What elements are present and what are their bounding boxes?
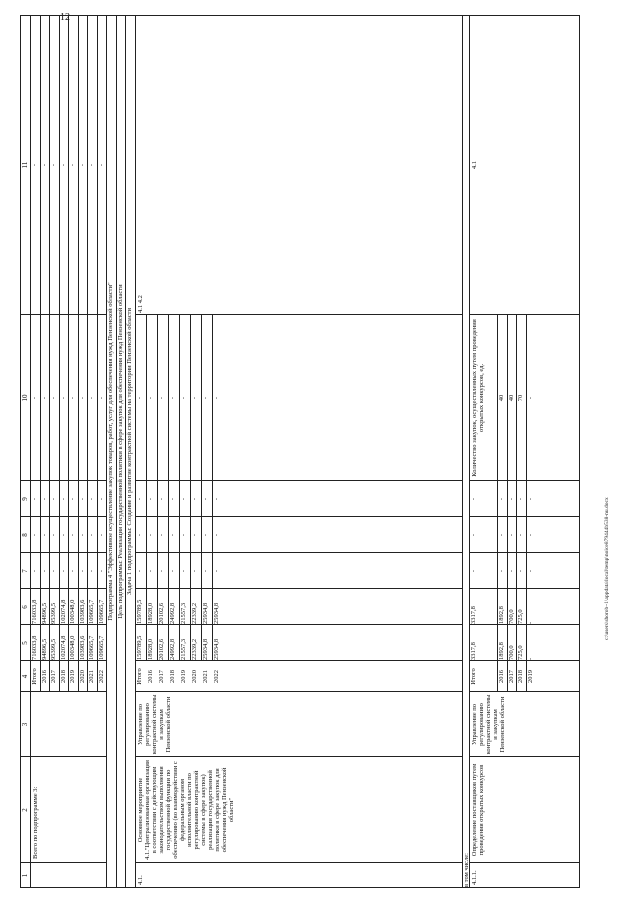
value-cell-c6: 20102,6 xyxy=(157,602,165,624)
value-cell-c5: 109665,7 xyxy=(88,635,95,660)
value-cell-c8: - xyxy=(59,533,67,537)
value-cell-c7: - xyxy=(212,569,220,573)
value-cell-c8: - xyxy=(50,533,57,537)
value-cell-c8: - xyxy=(470,533,477,537)
value-cell-c10: - xyxy=(78,396,86,400)
including-label: в том числе: xyxy=(463,853,470,887)
year-cell: 2021 xyxy=(88,670,95,683)
value-cell-c9: - xyxy=(88,497,95,501)
value-cell-c8: - xyxy=(507,533,515,537)
value-cell-c6: 22339,2 xyxy=(190,602,198,624)
value-cell-c6: 21557,3 xyxy=(179,602,187,624)
value-cell-c6: 95399,5 xyxy=(50,602,57,624)
column-line xyxy=(135,862,463,863)
column-header-8: 8 xyxy=(21,533,29,537)
column-header-5: 5 xyxy=(21,641,29,645)
column-header-6: 6 xyxy=(21,605,29,609)
year-cell: 2018 xyxy=(517,670,524,683)
value-cell-c11: - xyxy=(88,163,95,167)
value-cell-c7: - xyxy=(31,569,38,573)
value-cell-c6: - xyxy=(526,621,534,624)
year-cell: 2018 xyxy=(168,670,176,683)
column-line xyxy=(135,624,463,625)
measure-4-1-executor: Управление по регулированию контрактной системы и закупкам Пензенской области xyxy=(136,694,172,755)
year-cell: Итого xyxy=(135,668,143,685)
value-cell-c9: - xyxy=(50,497,57,501)
measure-4-1-1-name: Определение поставщиков путем проведения открытых конкурсов xyxy=(471,763,485,857)
value-cell-c10: - xyxy=(190,396,198,400)
column-line xyxy=(20,588,106,589)
column-line xyxy=(20,624,106,625)
year-cell: 2017 xyxy=(50,670,57,683)
column-line xyxy=(469,862,580,863)
value-cell-c11: - xyxy=(40,163,48,167)
subprogram-goal: Цель подпрограммы: Реализация государственной политики в сфере закупок для обеспечения нужд Пензенской области xyxy=(116,284,124,619)
value-cell-c10: - xyxy=(135,396,143,400)
column-header-1: 1 xyxy=(21,873,29,878)
column-line xyxy=(135,552,463,553)
value-cell-c7: - xyxy=(50,569,57,573)
value-cell-c10: - xyxy=(201,396,209,400)
value-cell-c8: - xyxy=(526,533,534,537)
value-cell-c11: - xyxy=(50,163,57,167)
value-cell-c5: 94896,5 xyxy=(40,638,48,660)
measure-4-1-number: 4.1. xyxy=(136,875,144,885)
value-cell-c9: - xyxy=(135,497,143,501)
value-cell-c6: 3317,8 xyxy=(470,606,477,624)
value-cell-c10: - xyxy=(40,396,48,400)
value-cell-c5: 103983,6 xyxy=(78,635,86,660)
value-cell-c10: - xyxy=(168,396,176,400)
value-cell-c10: - xyxy=(179,396,187,400)
value-cell-c7: - xyxy=(168,569,176,573)
value-cell-c11: - xyxy=(31,163,38,167)
measure-4-1-1-indicator: Количество закупок, осуществленных путем проведения открытых конкурсов, ед. xyxy=(471,319,485,477)
value-cell-c9: - xyxy=(69,497,76,501)
row-divider xyxy=(469,15,470,888)
column-line xyxy=(20,862,106,863)
value-cell-c5: - xyxy=(526,657,534,660)
value-cell-c8: - xyxy=(157,533,165,537)
value-cell-c6: 103983,6 xyxy=(78,599,86,624)
value-cell-c10: - xyxy=(146,396,154,400)
value-cell-c5: 1892,8 xyxy=(498,642,505,660)
value-cell-c9: - xyxy=(168,497,176,501)
column-line xyxy=(135,516,463,517)
value-cell-c10: 40 xyxy=(507,394,515,402)
year-cell: 2016 xyxy=(40,670,48,683)
year-cell: 2017 xyxy=(507,670,515,683)
year-cell: 2019 xyxy=(526,670,534,683)
value-cell-c5: 725,0 xyxy=(517,645,524,660)
value-cell-c10: - xyxy=(88,396,95,400)
value-cell-c6: 159789,5 xyxy=(135,599,143,624)
value-cell-c8: - xyxy=(146,533,154,537)
column-line xyxy=(469,552,580,553)
value-cell-c5: 3317,8 xyxy=(470,642,477,660)
value-cell-c5: 700,0 xyxy=(507,645,515,660)
value-cell-c7: - xyxy=(135,569,143,573)
value-cell-c8: - xyxy=(517,533,524,537)
value-cell-c6: 25934,8 xyxy=(201,602,209,624)
value-cell-c5: 25934,8 xyxy=(201,638,209,660)
column-header-10: 10 xyxy=(21,394,29,402)
column-line xyxy=(469,691,580,692)
measure-4-1-1-number: 4.1.1. xyxy=(471,870,478,885)
column-line xyxy=(469,660,580,661)
value-cell-c9: - xyxy=(179,497,187,501)
value-cell-c5: 21557,3 xyxy=(179,638,187,660)
column-header-11: 11 xyxy=(21,161,29,169)
value-cell-c6: 18928,0 xyxy=(146,602,154,624)
page-number: 12 xyxy=(60,12,70,23)
section-divider xyxy=(462,15,463,888)
value-cell-c6: 725,0 xyxy=(517,609,524,624)
value-cell-c5: 24992,8 xyxy=(168,638,176,660)
column-header-2: 2 xyxy=(21,808,29,812)
value-cell-c7: - xyxy=(157,569,165,573)
value-cell-c7: - xyxy=(201,569,209,573)
value-cell-c6: 94896,5 xyxy=(40,602,48,624)
column-header-7: 7 xyxy=(21,569,29,573)
value-cell-c6: 100348,0 xyxy=(69,599,76,624)
measure-4-1-indicator-ref: 4.1 4.2 xyxy=(136,295,144,313)
value-cell-c9: - xyxy=(31,497,38,501)
value-cell-c9: - xyxy=(470,497,477,501)
value-cell-c5: 22339,2 xyxy=(190,638,198,660)
value-cell-c6: 716033,8 xyxy=(31,599,38,624)
value-cell-c10: - xyxy=(97,396,105,400)
value-cell-c11: - xyxy=(69,163,76,167)
value-cell-c8: - xyxy=(40,533,48,537)
year-cell: 2016 xyxy=(146,670,154,683)
footer-file-path: c:\users\shorob~1\appdata\local\temp\noice879444b538-nu.docx xyxy=(604,497,610,640)
value-cell-c10: - xyxy=(157,396,165,400)
value-cell-c5: 109665,7 xyxy=(97,635,105,660)
value-cell-c7: - xyxy=(88,569,95,573)
value-cell-c7: - xyxy=(470,569,477,573)
value-cell-c8: - xyxy=(168,533,176,537)
value-cell-c5: 20102,6 xyxy=(157,638,165,660)
subprogram-task: Задача 1 подпрограммы: Создание и развитие контрактной системы на территории Пензенской области xyxy=(126,308,133,596)
value-cell-c9: - xyxy=(157,497,165,501)
year-cell: 2018 xyxy=(59,670,67,683)
value-cell-c6: 1892,8 xyxy=(498,606,505,624)
column-line xyxy=(20,480,106,481)
value-cell-c9: - xyxy=(498,497,505,501)
value-cell-c5: 716033,8 xyxy=(31,635,38,660)
column-line xyxy=(469,314,580,315)
value-cell-c6: 700,0 xyxy=(507,609,515,624)
value-cell-c8: - xyxy=(31,533,38,537)
column-line xyxy=(20,552,106,553)
value-cell-c9: - xyxy=(517,497,524,501)
year-cell: 2020 xyxy=(78,670,86,683)
value-cell-c10: - xyxy=(59,396,67,400)
year-cell: Итого xyxy=(31,668,38,685)
column-line xyxy=(135,314,463,315)
year-cell: 2017 xyxy=(157,670,165,683)
subprogram-3-total-label: Всего по подпрограмме 3: xyxy=(32,786,39,859)
value-cell-c7: - xyxy=(146,569,154,573)
value-cell-c7: - xyxy=(517,569,524,573)
value-cell-c8: - xyxy=(190,533,198,537)
column-line xyxy=(20,516,106,517)
column-line xyxy=(469,480,580,481)
value-cell-c7: - xyxy=(498,569,505,573)
column-line xyxy=(469,588,580,589)
value-cell-c11: - xyxy=(78,163,86,167)
year-cell: Итого xyxy=(470,668,477,685)
value-cell-c5: 18928,0 xyxy=(146,638,154,660)
value-cell-c11: - xyxy=(59,163,67,167)
value-cell-c9: - xyxy=(40,497,48,501)
value-cell-c5: 102074,8 xyxy=(59,635,67,660)
year-cell: 2019 xyxy=(179,670,187,683)
value-cell-c9: - xyxy=(212,497,220,501)
value-cell-c9: - xyxy=(59,497,67,501)
value-cell-c8: - xyxy=(78,533,86,537)
value-cell-c8: - xyxy=(179,533,187,537)
measure-4-1-name: Основное мероприятие 4.1."Централизованная организация в соответствии с действующим законодательством выполнения государственной функции по обеспечению (во взаимодействии с федеральным органом исполнительной власти по регулированию контрактной системы в сфере закупок) реализации государственной политики в сфере закупок для обеспечения нужд Пензенской области" xyxy=(136,760,235,860)
value-cell-c10: 70 xyxy=(517,394,524,402)
value-cell-c9: - xyxy=(507,497,515,501)
column-line xyxy=(135,588,463,589)
value-cell-c10: - xyxy=(212,396,220,400)
value-cell-c7: - xyxy=(526,569,534,573)
value-cell-c10: - xyxy=(526,396,534,400)
value-cell-c6: 109665,7 xyxy=(97,599,105,624)
value-cell-c10: - xyxy=(31,396,38,400)
column-line xyxy=(469,756,580,757)
subprogram-4-title: Подпрограмма 4 "Эффективное осуществление закупок товаров, работ, услуг для обеспечения нужд Пензенской области" xyxy=(107,282,114,621)
year-cell: 2020 xyxy=(190,670,198,683)
value-cell-c6: 24992,8 xyxy=(168,602,176,624)
column-header-4: 4 xyxy=(21,674,29,679)
column-header-3: 3 xyxy=(21,722,29,727)
value-cell-c5: 100348,0 xyxy=(69,635,76,660)
column-line xyxy=(135,756,463,757)
value-cell-c8: - xyxy=(97,533,105,537)
value-cell-c7: - xyxy=(190,569,198,573)
value-cell-c9: - xyxy=(190,497,198,501)
value-cell-c8: - xyxy=(88,533,95,537)
value-cell-c7: - xyxy=(97,569,105,573)
measure-4-1-1-indicator-ref: 4.1 xyxy=(471,160,478,170)
column-line xyxy=(469,624,580,625)
value-cell-c6: 25934,8 xyxy=(212,602,220,624)
value-cell-c8: - xyxy=(201,533,209,537)
value-cell-c7: - xyxy=(507,569,515,573)
value-cell-c6: 109665,7 xyxy=(88,599,95,624)
value-cell-c9: - xyxy=(146,497,154,501)
year-cell: 2021 xyxy=(201,670,209,683)
value-cell-c10: 40 xyxy=(498,394,505,402)
value-cell-c6: 102074,8 xyxy=(59,599,67,624)
value-cell-c10: - xyxy=(69,396,76,400)
value-cell-c7: - xyxy=(179,569,187,573)
value-cell-c7: - xyxy=(59,569,67,573)
value-cell-c5: 25934,8 xyxy=(212,638,220,660)
value-cell-c8: - xyxy=(498,533,505,537)
measure-4-1-1-executor: Управление по регулированию контрактной системы и закупкам Пензенской области xyxy=(471,694,506,755)
value-cell-c5: 95399,5 xyxy=(50,638,57,660)
value-cell-c8: - xyxy=(135,533,143,537)
value-cell-c9: - xyxy=(526,497,534,501)
value-cell-c11: - xyxy=(97,163,105,167)
year-cell: 2022 xyxy=(97,670,105,683)
value-cell-c9: - xyxy=(78,497,86,501)
value-cell-c5: 159789,5 xyxy=(135,635,143,660)
column-line xyxy=(20,314,106,315)
value-cell-c7: - xyxy=(69,569,76,573)
year-cell: 2016 xyxy=(498,670,505,683)
value-cell-c9: - xyxy=(201,497,209,501)
value-cell-c8: - xyxy=(212,533,220,537)
value-cell-c7: - xyxy=(40,569,48,573)
column-line xyxy=(469,516,580,517)
column-header-9: 9 xyxy=(21,497,29,501)
year-cell: 2019 xyxy=(69,670,76,683)
value-cell-c10: - xyxy=(50,396,57,400)
value-cell-c7: - xyxy=(78,569,86,573)
year-cell: 2022 xyxy=(212,670,220,683)
column-line xyxy=(135,480,463,481)
value-cell-c9: - xyxy=(97,497,105,501)
value-cell-c8: - xyxy=(69,533,76,537)
